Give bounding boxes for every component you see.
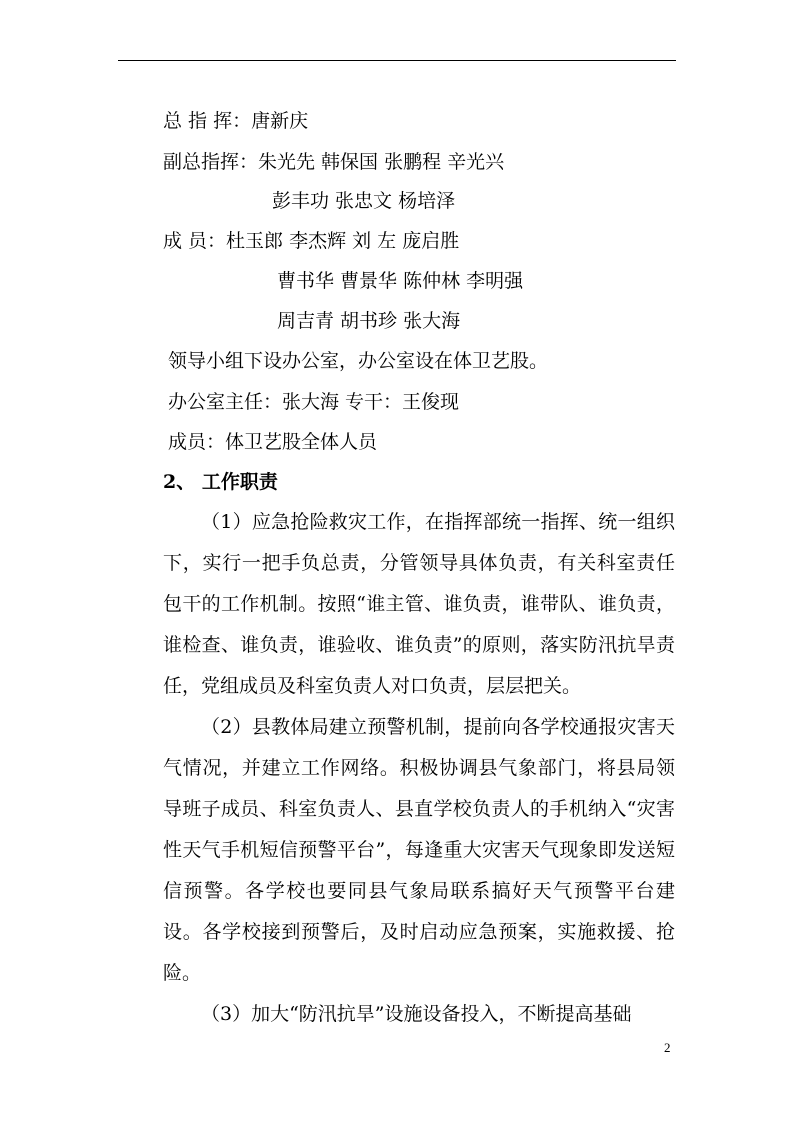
commander-line: 总 指 挥：唐新庆 — [163, 110, 309, 132]
office-head-line: 办公室主任：张大海 专干：王俊现 — [168, 391, 460, 413]
page-number: 2 — [664, 1040, 671, 1055]
section-heading: 2、 工作职责 — [163, 471, 278, 493]
vice-commanders-line-1: 副总指挥：朱光先 韩保国 张鹏程 辛光兴 — [163, 151, 505, 173]
office-members-line: 成员：体卫艺股全体人员 — [168, 431, 378, 453]
members-line-3: 周吉青 胡书珍 张大海 — [277, 310, 461, 332]
vice-commanders-line-2: 彭丰功 张忠文 杨培泽 — [272, 190, 456, 212]
paragraph-3: （3）加大“防汛抗旱”设施设备投入，不断提高基础 — [201, 1003, 632, 1025]
members-line-1: 成 员：杜玉郎 李杰辉 刘 左 庞启胜 — [163, 230, 460, 252]
office-setup-line: 领导小组下设办公室，办公室设在体卫艺股。 — [168, 350, 549, 372]
body-text — [163, 502, 675, 1035]
header-rule — [118, 60, 676, 61]
paragraph-2: （2）县教体局建立预警机制，提前向各学校通报灾害天气情况，并建立工作网络。积极协调县气象部门，将县局领导班子成员、科室负责人、县直学校负责人的手机纳入“灾害性天气手机短信预警平台”，每逢重大灾害天气现象即发送短信预警。各学校也要同县气象局联系搞好天气预警平台建设。各学校接到预警后，及时启动应急预案，实施救援、抢险。 — [163, 716, 675, 984]
paragraph-1: （1）应急抢险救灾工作，在指挥部统一指挥、统一组织下，实行一把手负总责，分管领导具体负责，有关科室责任包干的工作机制。按照“谁主管、谁负责，谁带队、谁负责，谁检查、谁负责，谁验收、谁负责”的原则，落实防汛抗旱责任，党组成员及科室负责人对口负责，层层把关。 — [163, 511, 675, 697]
members-line-2: 曹书华 曹景华 陈仲林 李明强 — [277, 270, 524, 292]
